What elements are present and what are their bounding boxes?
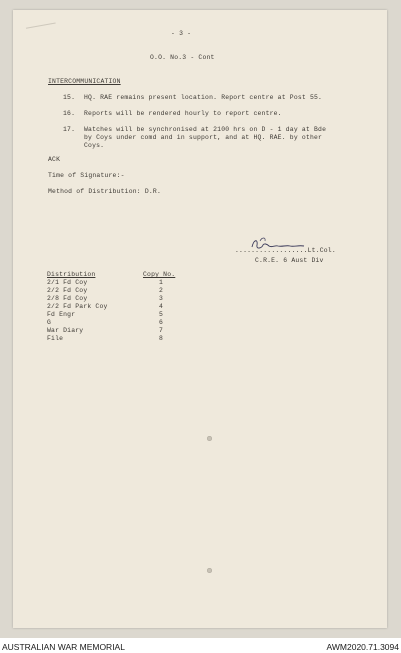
- method-of-distribution: Method of Distribution: D.R.: [48, 188, 161, 195]
- distribution-header: Distribution: [47, 271, 96, 278]
- punch-hole: [207, 436, 212, 441]
- distribution-copy: 7: [159, 327, 164, 334]
- copy-header: Copy No.: [143, 271, 176, 278]
- distribution-copy: 8: [159, 335, 164, 342]
- time-of-signature: Time of Signature:-: [48, 172, 125, 179]
- page-number: - 3 -: [171, 30, 192, 37]
- distribution-unit: War Diary: [47, 327, 84, 334]
- distribution-copy: 2: [159, 287, 164, 294]
- paragraph-text: Watches will be synchronised at 2100 hrs on D - 1 day at Bde: [84, 126, 327, 133]
- distribution-unit: 2/1 Fd Coy: [47, 279, 88, 286]
- distribution-copy: 1: [159, 279, 164, 286]
- paragraph-text: Coys.: [84, 142, 105, 149]
- distribution-unit: 2/2 Fd Coy: [47, 287, 88, 294]
- document-page: [13, 10, 387, 628]
- section-title: INTERCOMMUNICATION: [48, 78, 121, 85]
- distribution-copy: 4: [159, 303, 164, 310]
- paragraph-number: 17.: [63, 126, 76, 133]
- paragraph-text: HQ. RAE remains present location. Report centre at Post 55.: [84, 94, 323, 101]
- signatory-title: C.R.E. 6 Aust Div: [255, 257, 324, 264]
- distribution-unit: Fd Engr: [47, 311, 76, 318]
- footer-institution: AUSTRALIAN WAR MEMORIAL: [2, 642, 125, 652]
- distribution-copy: 5: [159, 311, 164, 318]
- paragraph-text: Reports will be rendered hourly to report centre.: [84, 110, 282, 117]
- archive-footer: [0, 642, 401, 653]
- distribution-unit: G: [47, 319, 52, 326]
- signature-line: ..................Lt.Col.: [235, 247, 336, 254]
- punch-hole: [207, 568, 212, 573]
- paragraph-text: by Coys under comd and in support, and at HQ. RAE. by other: [84, 134, 323, 141]
- document-heading: O.O. No.3 - Cont: [150, 54, 215, 61]
- distribution-unit: 2/2 Fd Park Coy: [47, 303, 108, 310]
- footer-accession-number: AWM2020.71.3094: [326, 642, 399, 652]
- distribution-unit: 2/8 Fd Coy: [47, 295, 88, 302]
- distribution-copy: 3: [159, 295, 164, 302]
- distribution-copy: 6: [159, 319, 164, 326]
- ack-text: ACK: [48, 156, 61, 163]
- paragraph-number: 16.: [63, 110, 76, 117]
- paragraph-number: 15.: [63, 94, 76, 101]
- distribution-unit: File: [47, 335, 64, 342]
